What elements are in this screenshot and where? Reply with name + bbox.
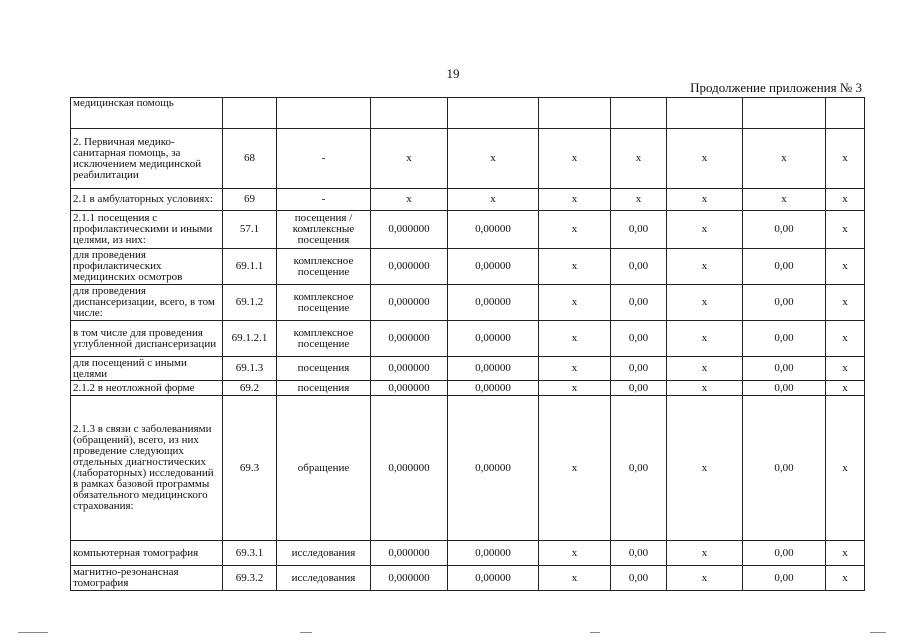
row-name-cell: для проведения профилактических медицинских осмотров — [71, 249, 223, 285]
row-value-cell: х — [611, 189, 667, 211]
row-name-cell: 2.1 в амбулаторных условиях: — [71, 189, 223, 211]
row-value-cell: х — [826, 381, 865, 396]
row-value-cell: 0,00 — [743, 381, 826, 396]
row-value-cell: 0,00000 — [448, 211, 539, 249]
row-unit-cell: посещения — [277, 381, 371, 396]
row-value-cell: 0,000000 — [371, 381, 448, 396]
row-value-cell: 0,000000 — [371, 396, 448, 541]
row-value-cell: х — [743, 129, 826, 189]
table-body — [71, 98, 865, 591]
row-name-cell: 2.1.1 посещения с профилактическими и иными целями, из них: — [71, 211, 223, 249]
row-unit-cell: комплексное посещение — [277, 321, 371, 357]
row-value-cell: 0,00 — [743, 396, 826, 541]
row-value-cell: х — [667, 357, 743, 381]
row-value-cell: х — [448, 189, 539, 211]
row-value-cell: х — [539, 541, 611, 566]
row-value-cell: х — [826, 321, 865, 357]
row-value-cell: 0,00 — [611, 321, 667, 357]
row-code-cell: 69.1.3 — [223, 357, 277, 381]
row-value-cell: 0,000000 — [371, 211, 448, 249]
row-value-cell: 0,00 — [743, 357, 826, 381]
table-row — [71, 321, 865, 357]
row-value-cell: х — [539, 566, 611, 591]
row-value-cell: 0,00 — [743, 321, 826, 357]
row-name-cell: компьютерная томография — [71, 541, 223, 566]
row-value-cell: 0,00 — [611, 381, 667, 396]
row-value-cell: х — [826, 566, 865, 591]
table-row — [71, 357, 865, 381]
row-value-cell — [743, 98, 826, 129]
scan-mark — [300, 632, 312, 633]
row-value-cell: 0,00 — [611, 396, 667, 541]
row-value-cell: х — [371, 129, 448, 189]
row-value-cell: 0,000000 — [371, 357, 448, 381]
row-value-cell: 0,00 — [611, 285, 667, 321]
row-code-cell: 69.3 — [223, 396, 277, 541]
scan-mark — [590, 632, 600, 633]
row-value-cell — [539, 98, 611, 129]
row-value-cell: х — [539, 381, 611, 396]
row-value-cell: 0,000000 — [371, 249, 448, 285]
table-row — [71, 566, 865, 591]
row-value-cell: 0,00000 — [448, 396, 539, 541]
row-unit-cell — [277, 98, 371, 129]
row-value-cell: х — [826, 189, 865, 211]
appendix-continuation-label: Продолжение приложения № 3 — [690, 80, 862, 95]
row-name-cell: в том числе для проведения углубленной диспансеризации — [71, 321, 223, 357]
row-value-cell: 0,00 — [743, 566, 826, 591]
row-value-cell: х — [371, 189, 448, 211]
row-value-cell: х — [539, 285, 611, 321]
table-row — [71, 285, 865, 321]
table-row — [71, 211, 865, 249]
row-value-cell: х — [826, 541, 865, 566]
page-number: 19 — [446, 66, 460, 81]
row-value-cell: 0,00 — [611, 566, 667, 591]
row-value-cell: х — [667, 396, 743, 541]
row-value-cell: х — [667, 566, 743, 591]
scan-edge-marks — [0, 626, 906, 640]
row-value-cell: х — [539, 189, 611, 211]
row-value-cell: х — [539, 396, 611, 541]
table-row — [71, 396, 865, 541]
row-value-cell: х — [667, 211, 743, 249]
scan-mark — [18, 632, 48, 633]
row-value-cell: 0,00000 — [448, 321, 539, 357]
row-unit-cell: - — [277, 189, 371, 211]
row-value-cell: х — [826, 211, 865, 249]
row-name-cell: для проведения диспансеризации, всего, в том числе: — [71, 285, 223, 321]
row-unit-cell: исследования — [277, 541, 371, 566]
row-value-cell: 0,00 — [611, 541, 667, 566]
row-code-cell: 69.1.1 — [223, 249, 277, 285]
row-unit-cell: - — [277, 129, 371, 189]
row-value-cell: 0,00 — [743, 249, 826, 285]
row-unit-cell: посещения — [277, 357, 371, 381]
row-code-cell: 69.1.2.1 — [223, 321, 277, 357]
row-value-cell: х — [667, 321, 743, 357]
row-unit-cell: обращение — [277, 396, 371, 541]
row-value-cell: 0,00 — [743, 285, 826, 321]
row-value-cell: х — [611, 129, 667, 189]
row-value-cell — [667, 98, 743, 129]
row-value-cell — [611, 98, 667, 129]
row-unit-cell: комплексное посещение — [277, 249, 371, 285]
row-value-cell: х — [539, 249, 611, 285]
table-row — [71, 541, 865, 566]
row-name-cell: 2. Первичная медико-санитарная помощь, за исключением медицинской реабилитации — [71, 129, 223, 189]
table-row — [71, 249, 865, 285]
row-value-cell: х — [826, 357, 865, 381]
row-name-cell: 2.1.3 в связи с заболеваниями (обращений), всего, из них проведение следующих отдельных диагностических (лабораторных) исследований в рамках базовой программы обязательного медицинского страхования: — [71, 396, 223, 541]
row-value-cell: х — [667, 541, 743, 566]
row-value-cell: 0,00000 — [448, 541, 539, 566]
row-value-cell: 0,000000 — [371, 321, 448, 357]
table-row — [71, 98, 865, 129]
row-value-cell: х — [667, 249, 743, 285]
row-value-cell: х — [826, 285, 865, 321]
row-value-cell: х — [826, 396, 865, 541]
table-row — [71, 381, 865, 396]
row-value-cell: 0,00000 — [448, 381, 539, 396]
row-code-cell: 69.1.2 — [223, 285, 277, 321]
row-value-cell: х — [539, 211, 611, 249]
row-code-cell: 57.1 — [223, 211, 277, 249]
row-value-cell: х — [539, 129, 611, 189]
row-name-cell: 2.1.2 в неотложной форме — [71, 381, 223, 396]
row-value-cell: 0,00000 — [448, 357, 539, 381]
appendix-table — [70, 97, 865, 591]
row-code-cell — [223, 98, 277, 129]
row-unit-cell: посещения / комплексные посещения — [277, 211, 371, 249]
row-value-cell: х — [539, 357, 611, 381]
row-value-cell: 0,00000 — [448, 249, 539, 285]
row-unit-cell: комплексное посещение — [277, 285, 371, 321]
row-value-cell: х — [448, 129, 539, 189]
row-value-cell: х — [826, 249, 865, 285]
row-name-cell: медицинская помощь — [71, 98, 223, 129]
row-value-cell — [826, 98, 865, 129]
row-value-cell: 0,00 — [743, 541, 826, 566]
row-value-cell: х — [667, 381, 743, 396]
scan-mark — [870, 632, 886, 633]
row-value-cell: 0,00000 — [448, 285, 539, 321]
row-name-cell: магнитно-резонансная томография — [71, 566, 223, 591]
row-value-cell: 0,00 — [611, 249, 667, 285]
row-value-cell: х — [539, 321, 611, 357]
row-value-cell: х — [826, 129, 865, 189]
row-value-cell: х — [743, 189, 826, 211]
row-value-cell: х — [667, 285, 743, 321]
row-unit-cell: исследования — [277, 566, 371, 591]
row-value-cell: 0,000000 — [371, 541, 448, 566]
row-code-cell: 69.3.1 — [223, 541, 277, 566]
row-value-cell — [448, 98, 539, 129]
row-value-cell: 0,00 — [611, 211, 667, 249]
row-code-cell: 68 — [223, 129, 277, 189]
row-value-cell: 0,000000 — [371, 285, 448, 321]
row-value-cell — [371, 98, 448, 129]
row-value-cell: 0,00 — [611, 357, 667, 381]
row-code-cell: 69.3.2 — [223, 566, 277, 591]
row-code-cell: 69 — [223, 189, 277, 211]
row-value-cell: 0,00000 — [448, 566, 539, 591]
row-value-cell: х — [667, 189, 743, 211]
row-value-cell: х — [667, 129, 743, 189]
row-value-cell: 0,000000 — [371, 566, 448, 591]
table-row — [71, 129, 865, 189]
row-code-cell: 69.2 — [223, 381, 277, 396]
row-value-cell: 0,00 — [743, 211, 826, 249]
row-name-cell: для посещений с иными целями — [71, 357, 223, 381]
table-row — [71, 189, 865, 211]
